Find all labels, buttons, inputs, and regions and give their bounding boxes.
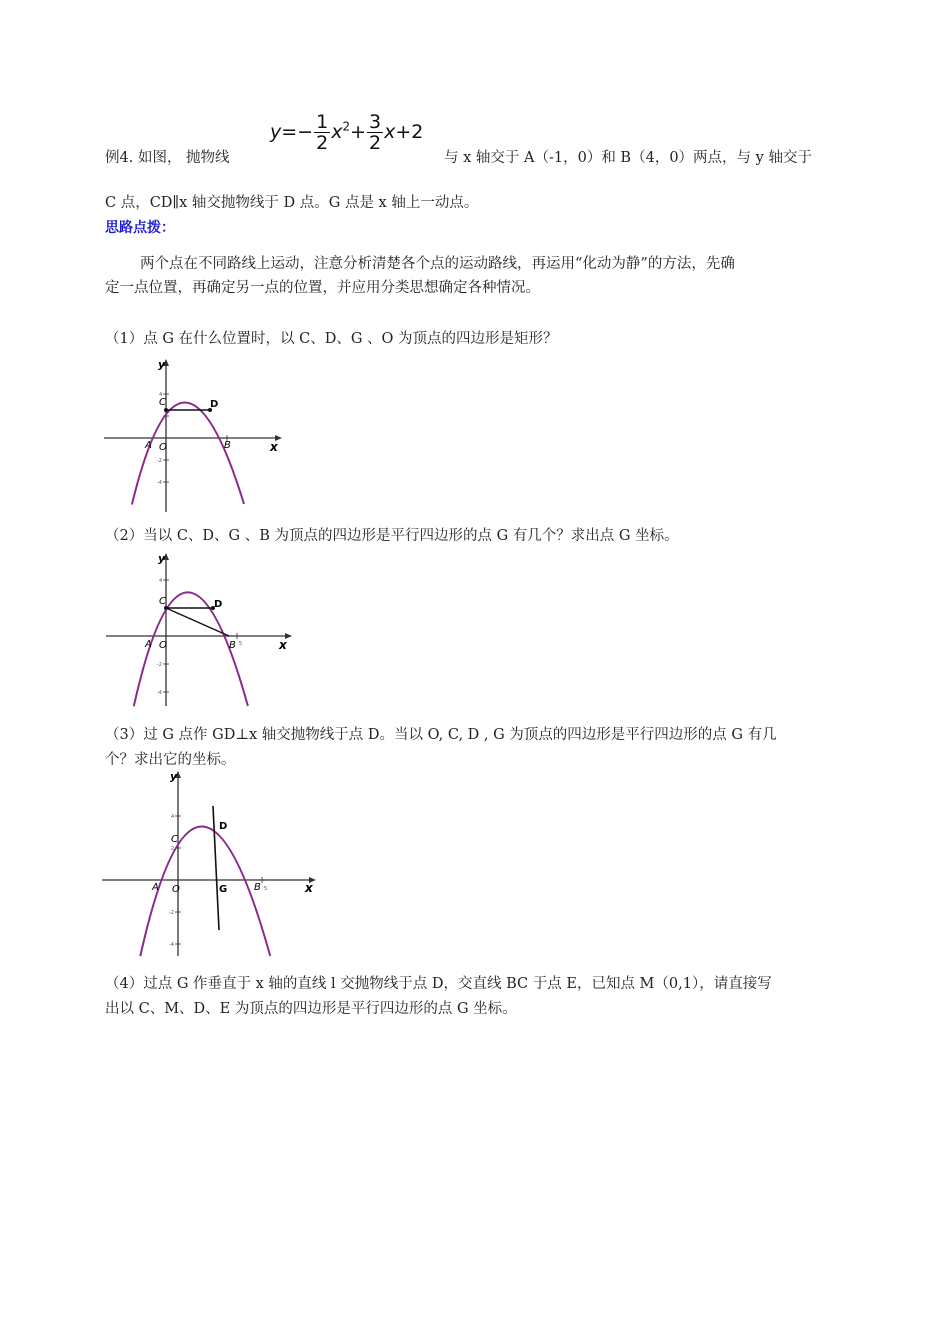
label-d: D: [219, 821, 228, 832]
label-o: O: [172, 884, 180, 895]
axes: [106, 553, 292, 706]
formula-fraction-2: [367, 112, 383, 153]
label-c: C: [159, 596, 166, 607]
fraction-1-numerator: 1: [316, 111, 329, 133]
formula-exponent: 2: [342, 119, 351, 134]
graph-question-1: [100, 358, 290, 516]
fraction-2-numerator: 3: [369, 111, 382, 133]
point-c: [164, 408, 168, 412]
fraction-1-denominator: 2: [316, 132, 329, 154]
label-y: y: [170, 770, 178, 783]
parabola-curve: [132, 403, 244, 505]
label-b: B: [229, 640, 236, 651]
fraction-2-denominator: 2: [369, 132, 382, 154]
example-after-formula: 与 x 轴交于 A（-1，0）和 B（4，0）两点，与 y 轴交于: [444, 150, 812, 166]
label-x: x: [279, 638, 287, 652]
hint-title: 思路点拨：: [105, 220, 175, 236]
formula-y: y: [270, 121, 282, 143]
parabola-formula: [270, 112, 423, 153]
label-c: C: [171, 834, 178, 845]
label-a: A: [145, 440, 152, 451]
tick-label-2: 2: [171, 846, 175, 852]
axes: [104, 359, 282, 512]
label-b: B: [254, 882, 261, 893]
formula-x1: x: [384, 121, 396, 143]
tick-label-5: 5: [264, 886, 268, 892]
question-4-line-1: （4）过点 G 作垂直于 x 轴的直线 l 交抛物线于点 D，交直线 BC 于点 E，已知点 M（0,1），请直接写: [105, 976, 772, 992]
parabola-curve: [140, 826, 270, 956]
label-a: A: [145, 639, 152, 650]
label-g: G: [219, 884, 228, 895]
label-y: y: [158, 358, 166, 371]
question-3-line-2: 个？求出它的坐标。: [105, 752, 236, 768]
label-x: x: [305, 881, 313, 895]
tick-label-4: 4: [171, 814, 175, 820]
tick-label-neg-4: -4: [169, 942, 174, 948]
label-d: D: [210, 399, 219, 410]
example-line-2: C 点，CD∥x 轴交抛物线于 D 点。G 点是 x 轴上一动点。: [105, 195, 479, 211]
tick-label-neg-4: -4: [157, 480, 162, 486]
label-a: A: [152, 882, 159, 893]
question-2: （2）当以 C、D、G 、B 为顶点的四边形是平行四边形的点 G 有几个？求出点 G 坐标。: [105, 528, 679, 544]
label-y: y: [158, 552, 166, 565]
segment-cb: [166, 608, 229, 636]
formula-tail: +2: [395, 121, 424, 143]
tick-label-4: 4: [159, 392, 163, 398]
example-lead: 例4. 如图， 抛物线: [105, 150, 230, 166]
tick-label-neg-4: -4: [157, 690, 162, 696]
graph-question-3: [100, 770, 328, 958]
axes: [102, 771, 316, 956]
question-3-line-1: （3）过 G 点作 GD⊥x 轴交抛物线于点 D。当以 O, C, D , G 为顶点的四边形是平行四边形的点 G 有几: [105, 727, 777, 743]
hint-paragraph-line-1: 两个点在不同路线上运动，注意分析清楚各个点的运动路线，再运用“化动为静”的方法，先确: [140, 256, 735, 272]
graph-question-2: [100, 552, 300, 710]
tick-label-neg-2: -2: [157, 662, 162, 668]
label-d: D: [214, 599, 223, 610]
tick-label-4: 4: [159, 578, 163, 584]
label-c: C: [159, 397, 166, 408]
tick-label-neg-2: -2: [157, 458, 162, 464]
formula-fraction-1: [314, 112, 330, 153]
question-1: （1）点 G 在什么位置时，以 C、D、G 、O 为顶点的四边形是矩形？: [105, 331, 558, 347]
hint-paragraph-line-2: 定一点位置，再确定另一点的位置，并应用分类思想确定各种情况。: [105, 280, 540, 296]
formula-x2: x: [331, 121, 343, 143]
label-b: B: [224, 440, 231, 451]
tick-label-neg-2: -2: [169, 910, 174, 916]
question-4-line-2: 出以 C、M、D、E 为顶点的四边形是平行四边形的点 G 坐标。: [105, 1001, 517, 1017]
formula-plus: +: [350, 121, 366, 143]
tick-label-5: 5: [239, 641, 243, 647]
label-x: x: [270, 440, 278, 454]
label-o: O: [159, 640, 167, 651]
formula-eq: =−: [281, 121, 314, 143]
label-o: O: [159, 442, 167, 453]
